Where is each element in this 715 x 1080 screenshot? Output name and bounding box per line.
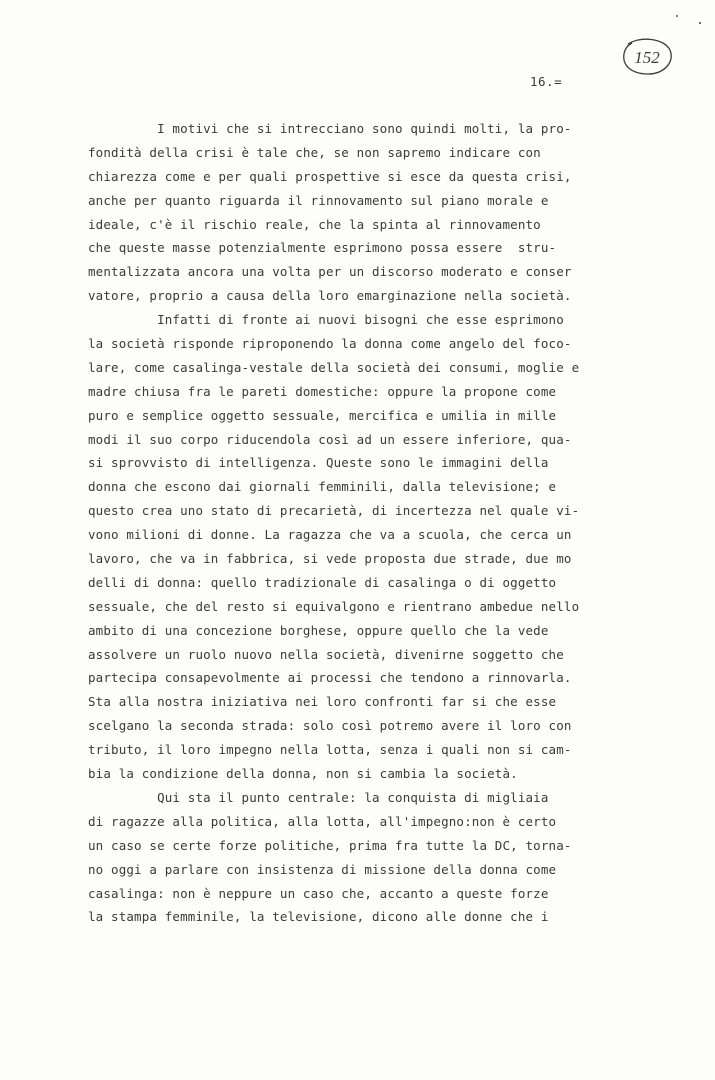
text-line: questo crea uno stato di precarietà, di incertezza nel quale vi- [88,503,580,519]
text-line: I motivi che si intrecciano sono quindi molti, la pro- [88,121,572,136]
text-line: Sta alla nostra iniziativa nei loro confronti far si che esse [88,694,557,710]
archive-number-stamp [620,36,674,76]
text-line: assolvere un ruolo nuovo nella società, divenirne soggetto che [88,646,564,662]
text-line: donna che escono dai giornali femminili, dalla televisione; e [88,479,557,495]
text-line: scelgano la seconda strada: solo così potremo avere il loro con [88,718,572,734]
text-line: lavoro, che va in fabbrica, si vede proposta due strade, due mo [88,551,572,567]
text-line: Infatti di fronte ai nuovi bisogni che esse esprimono [88,312,564,328]
text-line: ambito di una concezione borghese, oppure quello che la vede [88,622,549,638]
text-line: la stampa femminile, la televisione, dicono alle donne che i [88,909,549,925]
text-line: mentalizzata ancora una volta per un discorso moderato e conser [88,264,572,280]
text-line: tributo, il loro impegno nella lotta, senza i quali non si cam- [88,742,572,758]
text-line: casalinga: non è neppure un caso che, accanto a queste forze [88,885,549,901]
scan-speck [676,15,678,17]
text-line: anche per quanto riguarda il rinnovamento sul piano morale e [88,192,549,208]
text-line: che queste masse potenzialmente esprimono possa essere stru- [88,240,557,256]
text-line: modi il suo corpo riducendola così ad un essere inferiore, qua- [88,431,572,447]
text-line: sessuale, che del resto si equivalgono e rientrano ambedue nello [88,598,580,614]
text-line: vatore, proprio a causa della loro emarginazione nella società. [88,288,572,304]
text-line: no oggi a parlare con insistenza di missione della donna come [88,861,557,877]
text-line: partecipa consapevolmente ai processi che tendono a rinnovarla. [88,670,572,686]
text-line: un caso se certe forze politiche, prima fra tutte la DC, torna- [88,837,572,853]
scan-speck [699,22,701,24]
text-line: Qui sta il punto centrale: la conquista di migliaia [88,789,549,805]
svg-text:152: 152 [634,48,660,67]
text-line: bia la condizione della donna, non si cambia la società. [88,766,518,782]
text-line: ideale, c'è il rischio reale, che la spinta al rinnovamento [88,216,541,232]
text-line: delli di donna: quello tradizionale di casalinga o di oggetto [88,574,557,590]
text-line: lare, come casalinga-vestale della società dei consumi, moglie e [88,359,580,375]
text-line: chiarezza come e per quali prospettive si esce da questa crisi, [88,168,572,184]
text-line: fondità della crisi è tale che, se non sapremo indicare con [88,144,541,160]
page-number: 16.= [530,74,563,89]
text-line: si sprovvisto di intelligenza. Queste sono le immagini della [88,455,549,471]
text-line: madre chiusa fra le pareti domestiche: oppure la propone come [88,383,557,399]
text-line: la società risponde riproponendo la donna come angelo del foco- [88,336,572,352]
text-line: puro e semplice oggetto sessuale, mercifica e umilia in mille [88,407,557,423]
body-text [88,117,628,929]
text-line: vono milioni di donne. La ragazza che va a scuola, che cerca un [88,527,572,543]
text-line: di ragazze alla politica, alla lotta, all'impegno:non è certo [88,813,557,829]
